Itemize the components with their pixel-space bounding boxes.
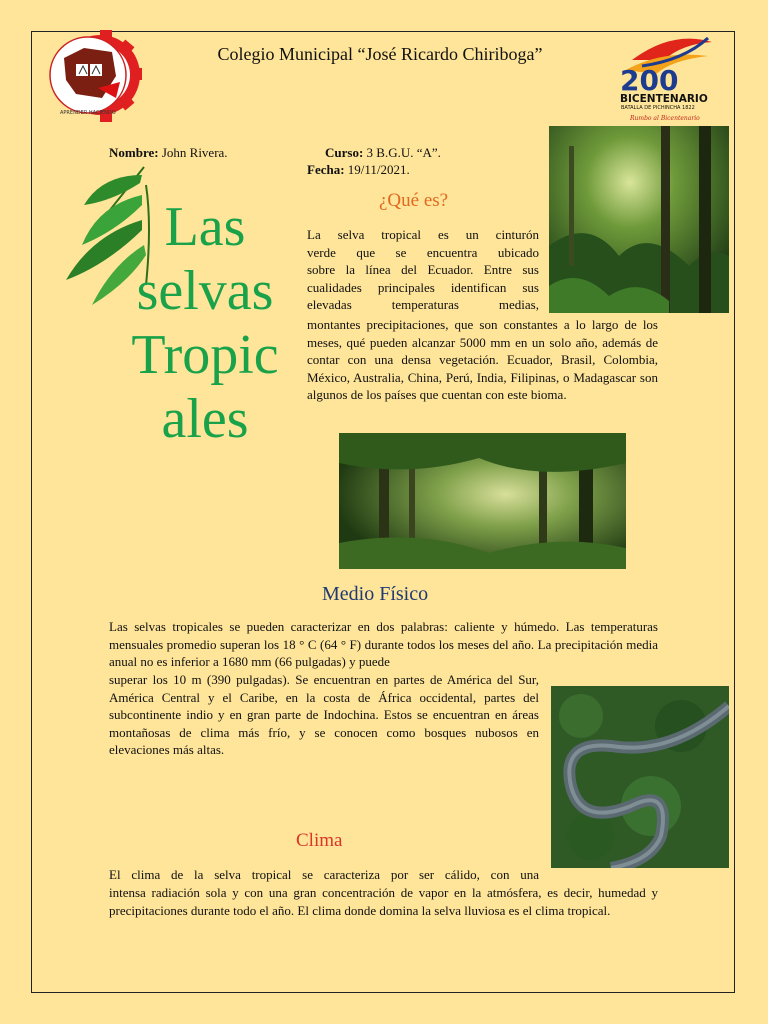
clima-heading: Clima bbox=[296, 830, 343, 851]
medio-fisico-heading: Medio Físico bbox=[322, 583, 429, 605]
main-title-line: Tropic bbox=[131, 324, 279, 386]
que-es-line: sobre la línea del Ecuador. Entre sus bbox=[307, 262, 539, 277]
que-es-line: La selva tropical es un cinturón bbox=[307, 227, 539, 242]
aerial-river-photo bbox=[551, 686, 729, 868]
que-es-line: elevadas temperaturas medias, bbox=[307, 297, 539, 312]
bicentenario-logo bbox=[612, 30, 722, 124]
student-date bbox=[307, 161, 410, 178]
name-value: John Rivera. bbox=[161, 145, 228, 160]
que-es-line: verde que se encuentra ubicado bbox=[307, 244, 539, 260]
main-title-line: ales bbox=[161, 388, 249, 450]
svg-text:Rumbo al Bicentenario: Rumbo al Bicentenario bbox=[630, 115, 700, 122]
student-name bbox=[109, 144, 228, 161]
medio-fisico-narrow-text: superar los 10 m (390 pulgadas). Se encuentran en partes de América del Sur, América Central y el Caribe, en la costa de África occidental, partes del subcontinente indio y en gran parte de Indochina. Estos se encuentran en áreas montañosas de clima más frío, y se conocen como bosques nubosos en elevaciones más altas. bbox=[109, 672, 539, 757]
svg-text:BICENTENARIO: BICENTENARIO bbox=[620, 93, 708, 105]
svg-text:200: 200 bbox=[620, 64, 679, 97]
main-title-line: selvas bbox=[136, 260, 274, 322]
main-title-line: Las bbox=[164, 196, 246, 258]
misty-forest-photo bbox=[339, 433, 626, 569]
name-label: Nombre: bbox=[109, 145, 159, 160]
main-title bbox=[120, 195, 290, 451]
student-course bbox=[325, 144, 441, 161]
course-value: 3 B.G.U. “A”. bbox=[366, 145, 441, 160]
svg-text:BATALLA DE PICHINCHA 1822: BATALLA DE PICHINCHA 1822 bbox=[621, 105, 695, 111]
que-es-line: cualidades principales identifican sus bbox=[307, 279, 539, 295]
clima-first-line: El clima de la selva tropical se caracteriza por ser cálido, con una bbox=[109, 867, 539, 882]
que-es-heading: ¿Qué es? bbox=[379, 190, 449, 211]
jungle-photo bbox=[549, 126, 729, 313]
date-value: 19/11/2021. bbox=[347, 162, 410, 177]
school-logo bbox=[40, 28, 144, 124]
clima-text: intensa radiación sola y con una gran concentración de vapor en la atmósfera, es decir, humedad y precipitaciones durante todo el año. El clima donde domina la selva lluviosa es el clima tropical. bbox=[109, 885, 658, 918]
date-label: Fecha: bbox=[307, 162, 345, 177]
que-es-narrow-text bbox=[307, 226, 539, 314]
svg-text:APRENDER HACIENDO: APRENDER HACIENDO bbox=[60, 110, 116, 116]
que-es-wide-text: montantes precipitaciones, que son constantes a lo largo de los meses, qué pueden alcanzar 5000 mm en un solo año, además de contar con una densa vegetación. Ecuador, Brasil, Colombia, México, Australia, China, Perú, India, Filipinas, o Madagascar son algunos de los países que cuentan con este bioma. bbox=[307, 317, 658, 402]
school-name: Colegio Municipal “José Ricardo Chiriboga” bbox=[217, 44, 543, 64]
course-label: Curso: bbox=[325, 145, 364, 160]
medio-fisico-wide-text: Las selvas tropicales se pueden caracterizar en dos palabras: caliente y húmedo. Las temperaturas mensuales promedio superan los 18 ° C (64 ° F) durante todos los meses del año. La precipitación media anual no es inferior a 1680 mm (66 pulgadas) y puede bbox=[109, 619, 658, 669]
